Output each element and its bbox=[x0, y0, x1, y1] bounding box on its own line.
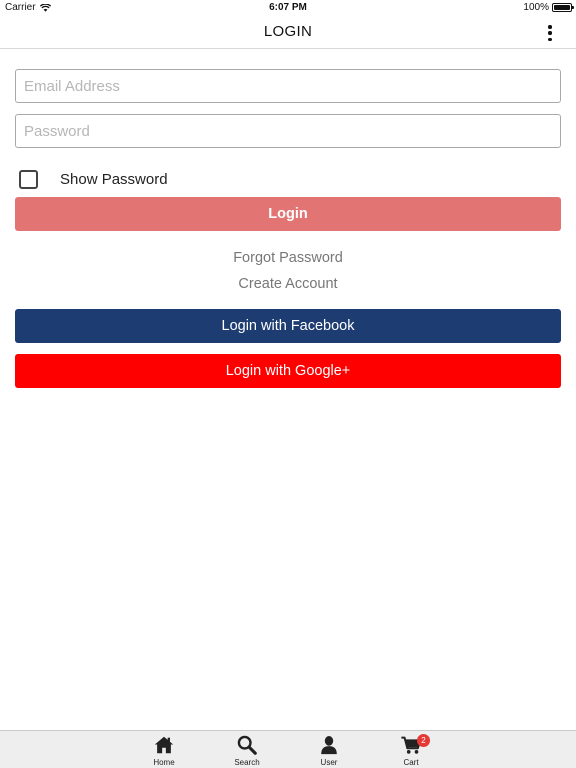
tab-bar bbox=[0, 730, 576, 768]
status-bar bbox=[0, 0, 576, 16]
page-title: LOGIN bbox=[263, 23, 313, 40]
email-field[interactable] bbox=[15, 69, 561, 103]
show-password-label: Show Password bbox=[60, 171, 168, 188]
tab-user-label: User bbox=[320, 758, 338, 767]
login-facebook-button[interactable]: Login with Facebook bbox=[15, 309, 561, 343]
status-right bbox=[523, 2, 572, 13]
nav-bar bbox=[0, 16, 576, 49]
battery-icon bbox=[552, 3, 572, 12]
carrier-name: Carrier bbox=[5, 2, 36, 13]
login-google-button[interactable]: Login with Google+ bbox=[15, 354, 561, 388]
more-vertical-icon[interactable] bbox=[546, 25, 554, 41]
tab-user[interactable] bbox=[304, 734, 354, 767]
create-account-link[interactable]: Create Account bbox=[238, 276, 338, 292]
forgot-password-link[interactable]: Forgot Password bbox=[233, 250, 343, 266]
login-button[interactable]: Login bbox=[15, 197, 561, 231]
status-time: 6:07 PM bbox=[269, 2, 307, 13]
tab-home[interactable] bbox=[139, 734, 189, 767]
tab-search[interactable] bbox=[222, 734, 272, 767]
tab-cart-label: Cart bbox=[403, 758, 419, 767]
user-icon bbox=[318, 734, 340, 756]
password-field[interactable] bbox=[15, 114, 561, 148]
tab-cart[interactable] bbox=[386, 734, 436, 767]
home-icon bbox=[153, 734, 175, 756]
cart-badge: 2 bbox=[417, 734, 430, 747]
tab-home-label: Home bbox=[153, 758, 175, 767]
show-password-checkbox[interactable] bbox=[19, 170, 38, 189]
tab-search-label: Search bbox=[234, 758, 260, 767]
battery-percent: 100% bbox=[523, 2, 549, 13]
search-icon bbox=[236, 734, 258, 756]
show-password-row[interactable] bbox=[19, 170, 168, 189]
